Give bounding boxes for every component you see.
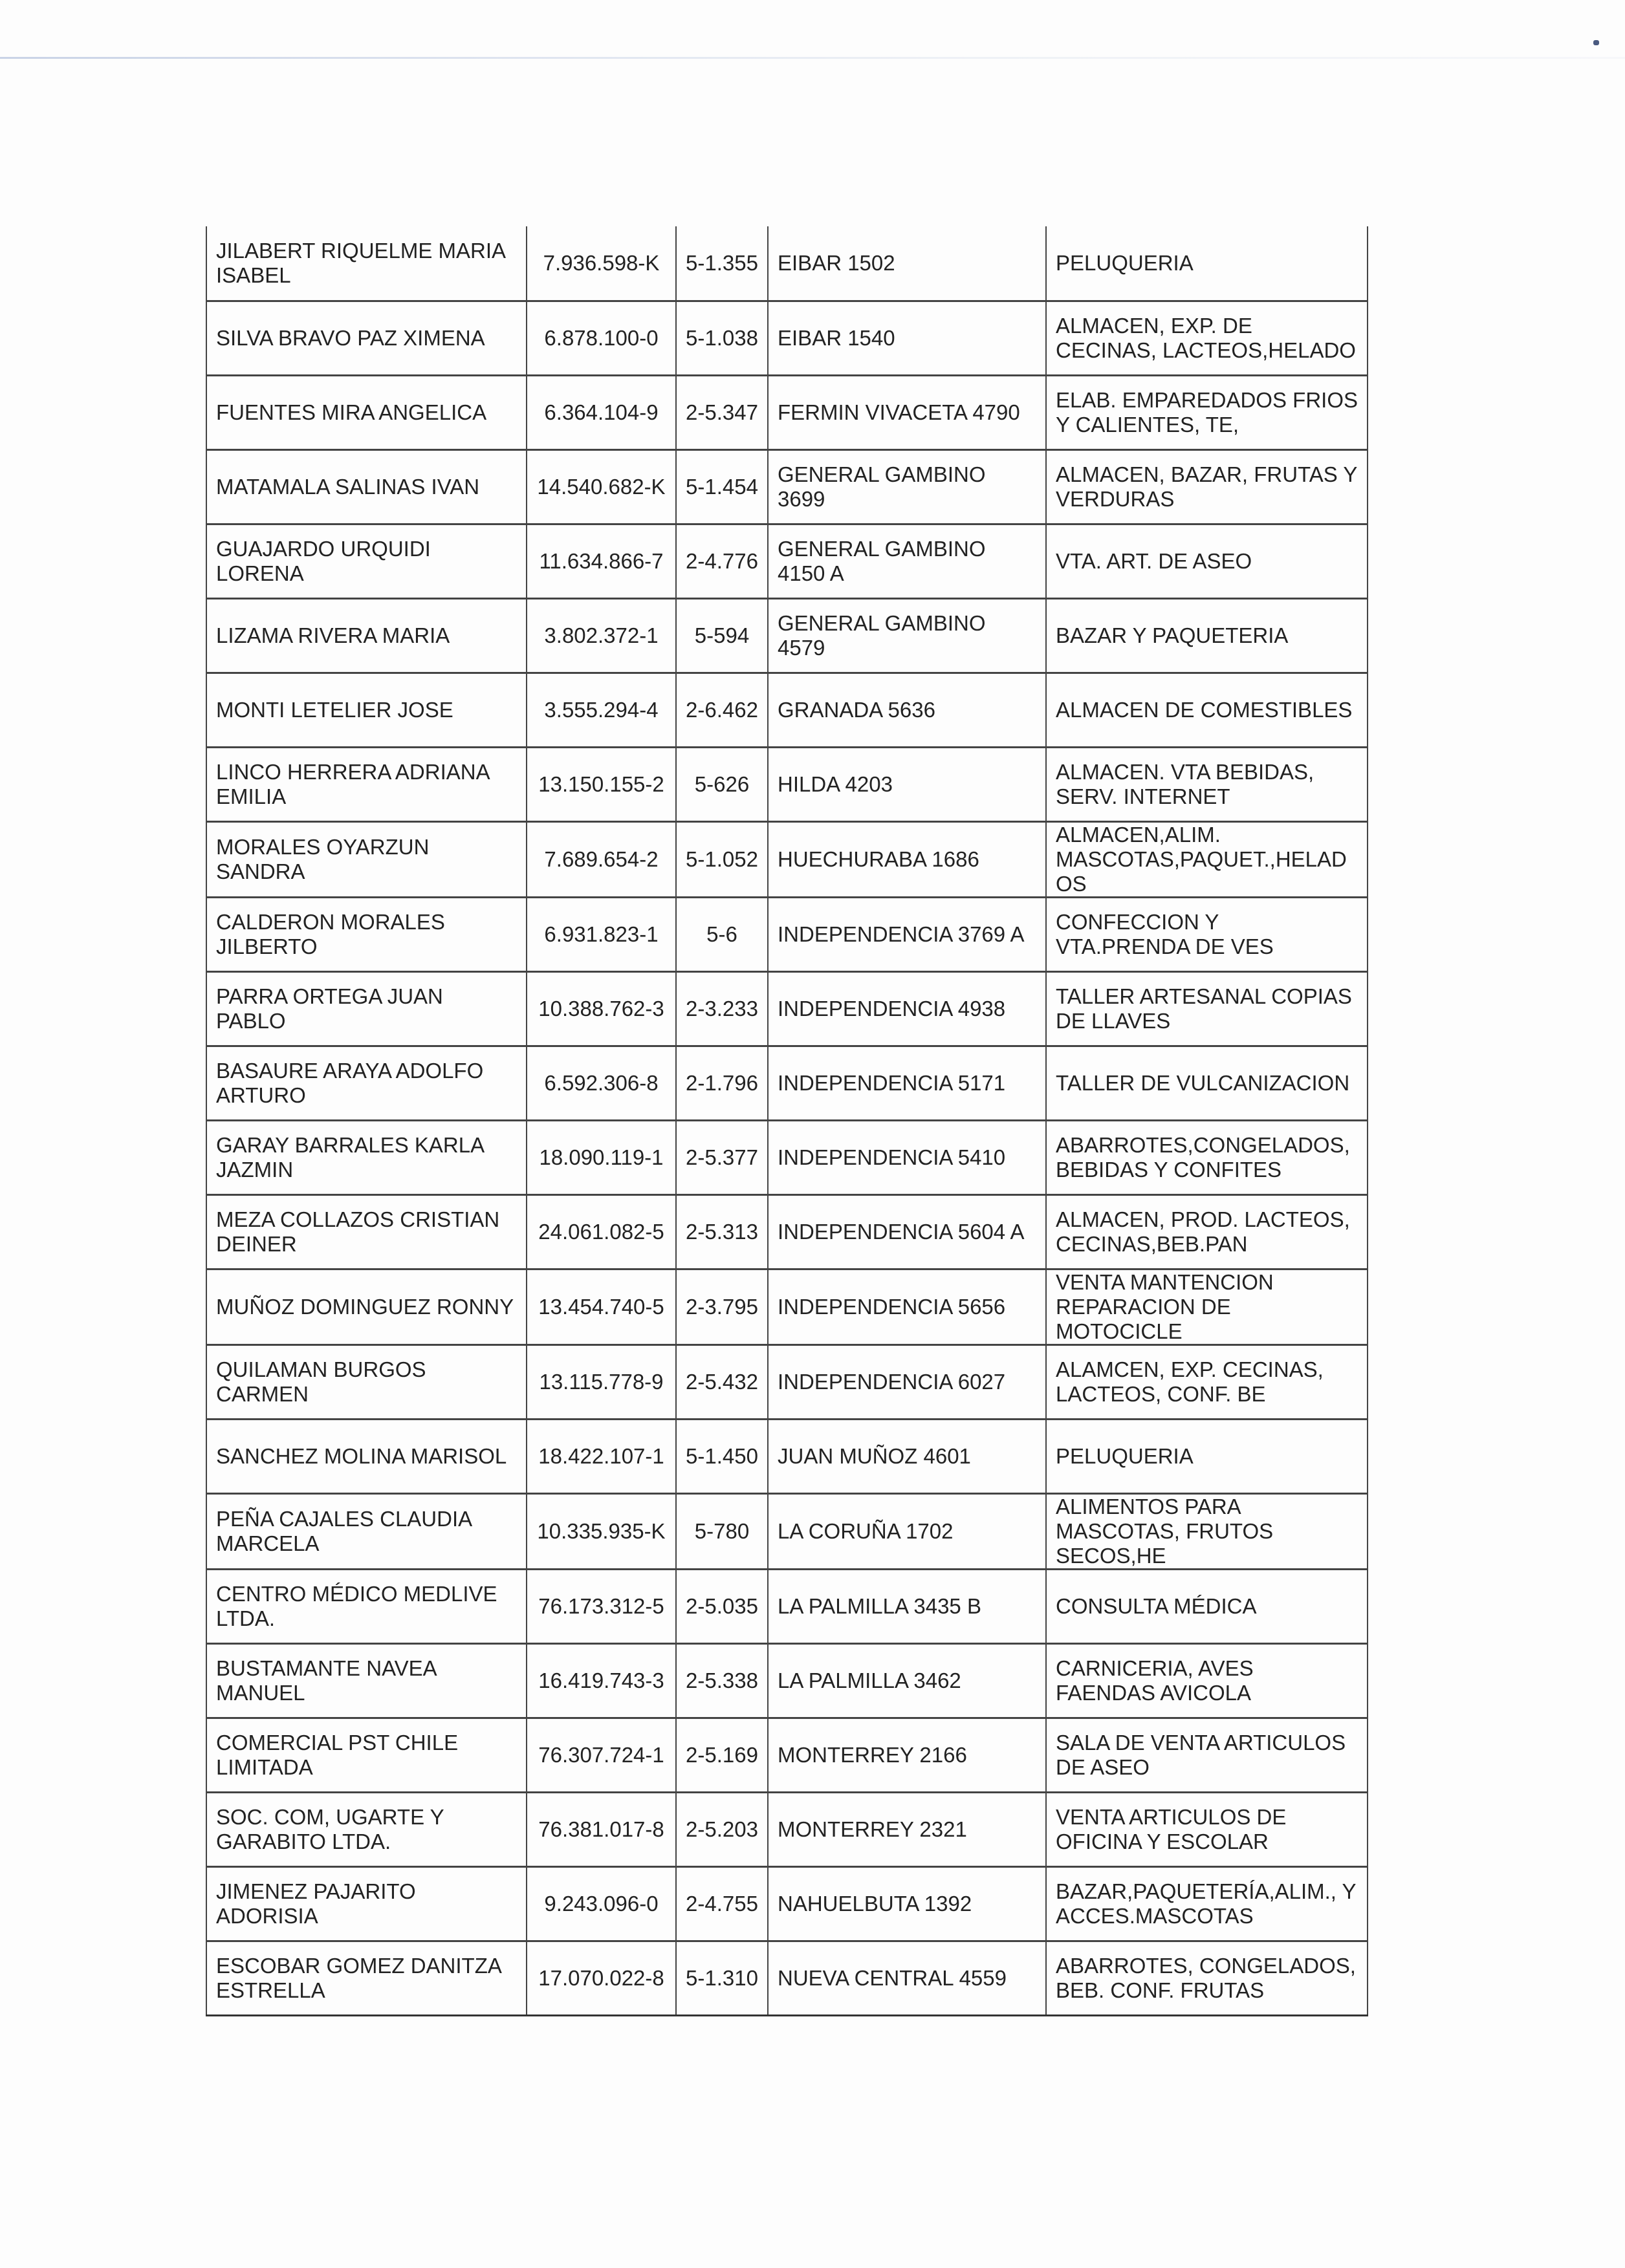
cell-activity: VTA. ART. DE ASEO <box>1046 524 1368 598</box>
cell-address: INDEPENDENCIA 5656 <box>768 1269 1046 1345</box>
cell-activity: ALMACEN, BAZAR, FRUTAS Y VERDURAS <box>1046 449 1368 524</box>
cell-rut: 11.634.866-7 <box>527 524 676 598</box>
cell-number: 5-1.038 <box>676 301 768 375</box>
cell-name: LIZAMA RIVERA MARIA <box>206 598 527 673</box>
cell-name: CALDERON MORALES JILBERTO <box>206 897 527 971</box>
cell-rut: 13.150.155-2 <box>527 747 676 821</box>
cell-rut: 16.419.743-3 <box>527 1643 676 1718</box>
table-row <box>206 1941 1368 2015</box>
cell-activity: ALIMENTOS PARA MASCOTAS, FRUTOS SECOS,HE <box>1046 1493 1368 1569</box>
cell-name: BASAURE ARAYA ADOLFO ARTURO <box>206 1046 527 1120</box>
cell-rut: 6.931.823-1 <box>527 897 676 971</box>
cell-address: FERMIN VIVACETA 4790 <box>768 375 1046 449</box>
cell-name: MEZA COLLAZOS CRISTIAN DEINER <box>206 1194 527 1269</box>
cell-name: JILABERT RIQUELME MARIA ISABEL <box>206 226 527 301</box>
cell-rut: 6.878.100-0 <box>527 301 676 375</box>
table-row <box>206 897 1368 971</box>
cell-number: 2-4.755 <box>676 1866 768 1941</box>
cell-address: INDEPENDENCIA 5410 <box>768 1120 1046 1194</box>
cell-rut: 18.422.107-1 <box>527 1419 676 1493</box>
cell-number: 2-1.796 <box>676 1046 768 1120</box>
cell-name: PARRA ORTEGA JUAN PABLO <box>206 971 527 1046</box>
cell-number: 5-1.454 <box>676 449 768 524</box>
cell-rut: 3.555.294-4 <box>527 673 676 747</box>
cell-name: GUAJARDO URQUIDI LORENA <box>206 524 527 598</box>
table-row <box>206 821 1368 897</box>
cell-number: 5-594 <box>676 598 768 673</box>
cell-activity: CARNICERIA, AVES FAENDAS AVICOLA <box>1046 1643 1368 1718</box>
table-row <box>206 301 1368 375</box>
cell-address: GENERAL GAMBINO 3699 <box>768 449 1046 524</box>
table-row <box>206 1569 1368 1643</box>
cell-number: 2-5.338 <box>676 1643 768 1718</box>
cell-activity: ALMACEN. VTA BEBIDAS, SERV. INTERNET <box>1046 747 1368 821</box>
cell-name: MUÑOZ DOMINGUEZ RONNY <box>206 1269 527 1345</box>
table-row <box>206 1120 1368 1194</box>
cell-activity: TALLER ARTESANAL COPIAS DE LLAVES <box>1046 971 1368 1046</box>
cell-name: SANCHEZ MOLINA MARISOL <box>206 1419 527 1493</box>
cell-activity: ALMACEN,ALIM. MASCOTAS,PAQUET.,HELADOS <box>1046 821 1368 897</box>
cell-rut: 13.115.778-9 <box>527 1345 676 1419</box>
cell-address: JUAN MUÑOZ 4601 <box>768 1419 1046 1493</box>
cell-rut: 24.061.082-5 <box>527 1194 676 1269</box>
cell-address: NAHUELBUTA 1392 <box>768 1866 1046 1941</box>
table-row <box>206 1792 1368 1866</box>
cell-rut: 6.592.306-8 <box>527 1046 676 1120</box>
cell-activity: ALMACEN, EXP. DE CECINAS, LACTEOS,HELADO <box>1046 301 1368 375</box>
cell-number: 5-1.310 <box>676 1941 768 2015</box>
cell-address: LA CORUÑA 1702 <box>768 1493 1046 1569</box>
cell-address: HUECHURABA 1686 <box>768 821 1046 897</box>
cell-activity: ALMACEN DE COMESTIBLES <box>1046 673 1368 747</box>
cell-rut: 7.936.598-K <box>527 226 676 301</box>
cell-number: 5-1.355 <box>676 226 768 301</box>
cell-address: INDEPENDENCIA 6027 <box>768 1345 1046 1419</box>
table-row <box>206 971 1368 1046</box>
cell-address: LA PALMILLA 3462 <box>768 1643 1046 1718</box>
table-row <box>206 1269 1368 1345</box>
cell-address: GENERAL GAMBINO 4150 A <box>768 524 1046 598</box>
cell-address: INDEPENDENCIA 5604 A <box>768 1194 1046 1269</box>
cell-activity: ABARROTES,CONGELADOS, BEBIDAS Y CONFITES <box>1046 1120 1368 1194</box>
table-row <box>206 598 1368 673</box>
cell-name: QUILAMAN BURGOS CARMEN <box>206 1345 527 1419</box>
cell-activity: ABARROTES, CONGELADOS, BEB. CONF. FRUTAS <box>1046 1941 1368 2015</box>
cell-address: LA PALMILLA 3435 B <box>768 1569 1046 1643</box>
table-row <box>206 1718 1368 1792</box>
cell-rut: 14.540.682-K <box>527 449 676 524</box>
cell-number: 5-1.450 <box>676 1419 768 1493</box>
cell-activity: ELAB. EMPAREDADOS FRIOS Y CALIENTES, TE, <box>1046 375 1368 449</box>
cell-name: SILVA BRAVO PAZ XIMENA <box>206 301 527 375</box>
cell-activity: VENTA ARTICULOS DE OFICINA Y ESCOLAR <box>1046 1792 1368 1866</box>
cell-address: INDEPENDENCIA 4938 <box>768 971 1046 1046</box>
cell-number: 5-6 <box>676 897 768 971</box>
cell-number: 2-5.432 <box>676 1345 768 1419</box>
cell-activity: TALLER DE VULCANIZACION <box>1046 1046 1368 1120</box>
cell-activity: SALA DE VENTA ARTICULOS DE ASEO <box>1046 1718 1368 1792</box>
table-row <box>206 375 1368 449</box>
cell-number: 5-626 <box>676 747 768 821</box>
scan-artifact-mark <box>1593 40 1599 45</box>
table-row <box>206 1345 1368 1419</box>
cell-name: MATAMALA SALINAS IVAN <box>206 449 527 524</box>
cell-rut: 18.090.119-1 <box>527 1120 676 1194</box>
table-row <box>206 1866 1368 1941</box>
cell-number: 2-5.035 <box>676 1569 768 1643</box>
cell-address: INDEPENDENCIA 3769 A <box>768 897 1046 971</box>
cell-activity: ALMACEN, PROD. LACTEOS, CECINAS,BEB.PAN <box>1046 1194 1368 1269</box>
cell-name: FUENTES MIRA ANGELICA <box>206 375 527 449</box>
table-row <box>206 226 1368 301</box>
table-row <box>206 1493 1368 1569</box>
registry-table <box>206 226 1368 2016</box>
cell-address: NUEVA CENTRAL 4559 <box>768 1941 1046 2015</box>
registry-table-body <box>206 226 1368 2015</box>
table-row <box>206 673 1368 747</box>
cell-name: MORALES OYARZUN SANDRA <box>206 821 527 897</box>
cell-name: SOC. COM, UGARTE Y GARABITO LTDA. <box>206 1792 527 1866</box>
cell-name: MONTI LETELIER JOSE <box>206 673 527 747</box>
table-row <box>206 1194 1368 1269</box>
cell-number: 2-5.313 <box>676 1194 768 1269</box>
cell-number: 2-5.377 <box>676 1120 768 1194</box>
cell-rut: 13.454.740-5 <box>527 1269 676 1345</box>
cell-name: JIMENEZ PAJARITO ADORISIA <box>206 1866 527 1941</box>
table-row <box>206 1046 1368 1120</box>
cell-rut: 10.335.935-K <box>527 1493 676 1569</box>
cell-number: 2-6.462 <box>676 673 768 747</box>
cell-activity: VENTA MANTENCION REPARACION DE MOTOCICLE <box>1046 1269 1368 1345</box>
cell-number: 2-4.776 <box>676 524 768 598</box>
cell-address: GENERAL GAMBINO 4579 <box>768 598 1046 673</box>
cell-rut: 76.173.312-5 <box>527 1569 676 1643</box>
cell-name: ESCOBAR GOMEZ DANITZA ESTRELLA <box>206 1941 527 2015</box>
cell-address: MONTERREY 2321 <box>768 1792 1046 1866</box>
cell-address: EIBAR 1502 <box>768 226 1046 301</box>
cell-rut: 76.307.724-1 <box>527 1718 676 1792</box>
scan-artifact-line <box>0 57 1625 59</box>
cell-rut: 7.689.654-2 <box>527 821 676 897</box>
table-row <box>206 1643 1368 1718</box>
cell-number: 2-5.203 <box>676 1792 768 1866</box>
cell-address: HILDA 4203 <box>768 747 1046 821</box>
cell-rut: 3.802.372-1 <box>527 598 676 673</box>
cell-number: 2-3.795 <box>676 1269 768 1345</box>
cell-activity: ALAMCEN, EXP. CECINAS, LACTEOS, CONF. BE <box>1046 1345 1368 1419</box>
cell-rut: 76.381.017-8 <box>527 1792 676 1866</box>
cell-activity: PELUQUERIA <box>1046 226 1368 301</box>
cell-name: LINCO HERRERA ADRIANA EMILIA <box>206 747 527 821</box>
cell-name: CENTRO MÉDICO MEDLIVE LTDA. <box>206 1569 527 1643</box>
cell-address: MONTERREY 2166 <box>768 1718 1046 1792</box>
cell-activity: CONSULTA MÉDICA <box>1046 1569 1368 1643</box>
cell-name: PEÑA CAJALES CLAUDIA MARCELA <box>206 1493 527 1569</box>
cell-activity: BAZAR,PAQUETERÍA,ALIM., Y ACCES.MASCOTAS <box>1046 1866 1368 1941</box>
table-row <box>206 449 1368 524</box>
cell-address: INDEPENDENCIA 5171 <box>768 1046 1046 1120</box>
cell-address: EIBAR 1540 <box>768 301 1046 375</box>
cell-activity: CONFECCION Y VTA.PRENDA DE VES <box>1046 897 1368 971</box>
cell-rut: 6.364.104-9 <box>527 375 676 449</box>
cell-rut: 9.243.096-0 <box>527 1866 676 1941</box>
table-row <box>206 524 1368 598</box>
cell-name: GARAY BARRALES KARLA JAZMIN <box>206 1120 527 1194</box>
cell-number: 5-1.052 <box>676 821 768 897</box>
cell-rut: 17.070.022-8 <box>527 1941 676 2015</box>
cell-name: COMERCIAL PST CHILE LIMITADA <box>206 1718 527 1792</box>
cell-number: 2-5.169 <box>676 1718 768 1792</box>
table-row <box>206 747 1368 821</box>
cell-number: 2-3.233 <box>676 971 768 1046</box>
cell-activity: BAZAR Y PAQUETERIA <box>1046 598 1368 673</box>
table-row <box>206 1419 1368 1493</box>
cell-rut: 10.388.762-3 <box>527 971 676 1046</box>
cell-name: BUSTAMANTE NAVEA MANUEL <box>206 1643 527 1718</box>
cell-address: GRANADA 5636 <box>768 673 1046 747</box>
cell-number: 2-5.347 <box>676 375 768 449</box>
cell-activity: PELUQUERIA <box>1046 1419 1368 1493</box>
cell-number: 5-780 <box>676 1493 768 1569</box>
